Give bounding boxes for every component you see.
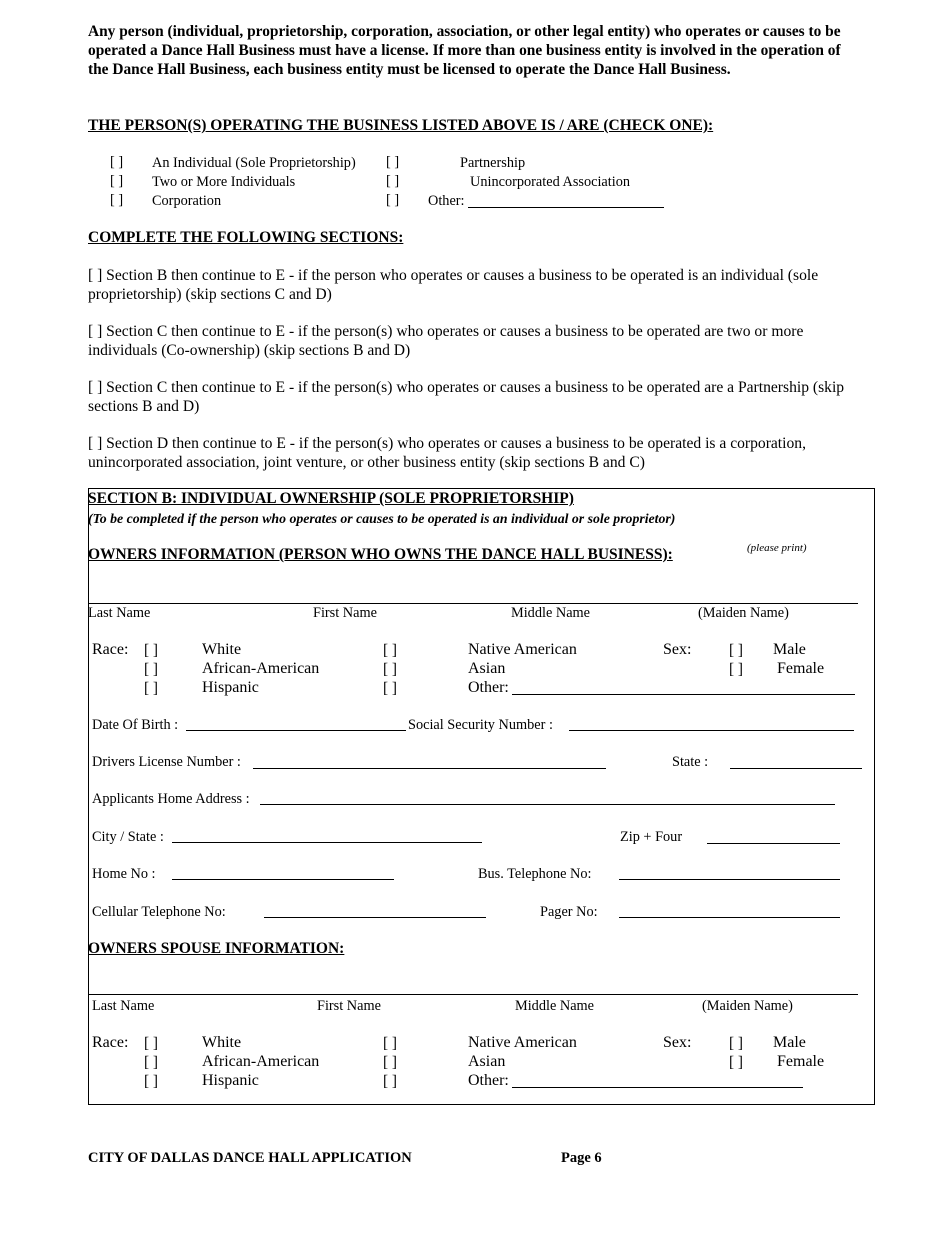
option-two-or-more-label: Two or More Individuals — [152, 174, 296, 190]
home-no-label: Home No : — [92, 866, 156, 882]
owner-checkbox-african-american[interactable]: [ ] — [144, 661, 159, 678]
footer-page-number: Page 6 — [561, 1150, 602, 1166]
zip-label: Zip + Four — [620, 829, 683, 845]
state-input-line[interactable] — [730, 768, 862, 769]
dob-label: Date Of Birth : — [92, 717, 179, 733]
owner-checkbox-female[interactable]: [ ] — [729, 661, 744, 678]
spouse-checkbox-female[interactable]: [ ] — [729, 1054, 744, 1071]
owner-sex-male: Male — [773, 641, 806, 658]
owner-race-other: Other: — [468, 679, 509, 696]
home-address-input-line[interactable] — [260, 804, 835, 805]
spouse-checkbox-male[interactable]: [ ] — [729, 1035, 744, 1052]
spouse-sex-male: Male — [773, 1034, 806, 1051]
state-label: State : — [672, 754, 709, 770]
city-state-input-line[interactable] — [172, 842, 482, 843]
option-partnership-label: Partnership — [460, 155, 526, 171]
instruction-section-c-partnership: [ ] Section C then continue to E - if the person(s) who operates or causes a business to be operated are a Partnership (skip sections B and D) — [88, 379, 845, 415]
home-address-label: Applicants Home Address : — [92, 791, 250, 807]
pager-input-line[interactable] — [619, 917, 840, 918]
owner-checkbox-asian[interactable]: [ ] — [383, 661, 398, 678]
owner-sex-female: Female — [777, 660, 825, 677]
checkbox-two-or-more[interactable]: [ ] — [110, 173, 124, 189]
owner-first-name-label: First Name — [313, 605, 377, 621]
spouse-checkbox-african-american[interactable]: [ ] — [144, 1054, 159, 1071]
owner-checkbox-hispanic[interactable]: [ ] — [144, 680, 159, 697]
instruction-section-b: [ ] Section B then continue to E - if the person who operates or causes a business to be operated is an individual (sole proprietorship) (skip sections C and D) — [88, 267, 819, 303]
spouse-race-label: Race: — [92, 1034, 129, 1051]
owner-checkbox-other-race[interactable]: [ ] — [383, 680, 398, 697]
city-state-label: City / State : — [92, 829, 164, 845]
owner-checkbox-male[interactable]: [ ] — [729, 642, 744, 659]
owner-checkbox-white[interactable]: [ ] — [144, 642, 159, 659]
cell-label: Cellular Telephone No: — [92, 904, 226, 920]
spouse-first-name-label: First Name — [317, 998, 381, 1014]
operators-heading: THE PERSON(S) OPERATING THE BUSINESS LISTED ABOVE IS / ARE (CHECK ONE): — [88, 117, 714, 134]
owner-race-hispanic: Hispanic — [202, 679, 259, 696]
section-b-subtitle: (To be completed if the person who operates or causes to be operated is an individual or sole proprietor) — [88, 511, 676, 526]
spouse-sex-female: Female — [777, 1053, 825, 1070]
owner-race-african-american: African-American — [202, 660, 320, 677]
spouse-race-native-american: Native American — [468, 1034, 577, 1051]
footer-title: CITY OF DALLAS DANCE HALL APPLICATION — [88, 1150, 412, 1166]
spouse-checkbox-native-american[interactable]: [ ] — [383, 1035, 398, 1052]
dob-input-line[interactable] — [186, 730, 406, 731]
option-corporation-label: Corporation — [152, 193, 222, 209]
spouse-last-name-label: Last Name — [92, 998, 155, 1014]
owner-last-name-label: Last Name — [88, 605, 151, 621]
ssn-label: Social Security Number : — [408, 717, 553, 733]
spouse-maiden-name-label: (Maiden Name) — [702, 998, 793, 1014]
spouse-middle-name-label: Middle Name — [515, 998, 595, 1014]
spouse-name-line[interactable] — [88, 994, 858, 995]
checkbox-unincorporated[interactable]: [ ] — [386, 173, 400, 189]
complete-heading: COMPLETE THE FOLLOWING SECTIONS: — [88, 229, 404, 246]
spouse-race-asian: Asian — [468, 1053, 506, 1070]
ssn-input-line[interactable] — [569, 730, 854, 731]
owner-race-white: White — [202, 641, 242, 658]
intro-paragraph: Any person (individual, proprietorship, corporation, association, or other legal entity) who operates or causes to be operated a Dance Hall Business must have a license. If more than one business entity is involved in the operation of the Dance Hall Business, each business entity must be licensed to operate the Dance Hall Business. — [88, 23, 841, 78]
owner-sex-label: Sex: — [663, 641, 692, 658]
owner-race-asian: Asian — [468, 660, 506, 677]
home-no-input-line[interactable] — [172, 879, 394, 880]
owner-middle-name-label: Middle Name — [511, 605, 591, 621]
spouse-checkbox-other-race[interactable]: [ ] — [383, 1073, 398, 1090]
spouse-checkbox-white[interactable]: [ ] — [144, 1035, 159, 1052]
owner-checkbox-native-american[interactable]: [ ] — [383, 642, 398, 659]
spouse-sex-label: Sex: — [663, 1034, 692, 1051]
spouse-race-white: White — [202, 1034, 242, 1051]
owner-maiden-name-label: (Maiden Name) — [698, 605, 789, 621]
option-individual-label: An Individual (Sole Proprietorship) — [152, 155, 356, 171]
spouse-other-race-line[interactable] — [512, 1087, 803, 1088]
spouse-heading: OWNERS SPOUSE INFORMATION: — [88, 940, 345, 957]
dl-label: Drivers License Number : — [92, 754, 241, 770]
option-other-label: Other: — [428, 193, 465, 209]
other-entity-line[interactable] — [468, 207, 664, 208]
owner-info-heading: OWNERS INFORMATION (PERSON WHO OWNS THE DANCE HALL BUSINESS): — [88, 546, 673, 563]
instruction-section-c-coownership: [ ] Section C then continue to E - if the person(s) who operates or causes a business to be operated are two or more individuals (Co-ownership) (skip sections B and D) — [88, 323, 804, 359]
dl-input-line[interactable] — [253, 768, 606, 769]
spouse-race-african-american: African-American — [202, 1053, 320, 1070]
checkbox-other[interactable]: [ ] — [386, 192, 400, 208]
owner-other-race-line[interactable] — [512, 694, 855, 695]
please-print-note: (please print) — [747, 542, 807, 554]
section-b-title: SECTION B: INDIVIDUAL OWNERSHIP (SOLE PROPRIETORSHIP) — [88, 490, 574, 507]
bus-phone-label: Bus. Telephone No: — [478, 866, 592, 882]
bus-phone-input-line[interactable] — [619, 879, 840, 880]
checkbox-corporation[interactable]: [ ] — [110, 192, 124, 208]
checkbox-individual[interactable]: [ ] — [110, 154, 124, 170]
spouse-race-other: Other: — [468, 1072, 509, 1089]
checkbox-partnership[interactable]: [ ] — [386, 154, 400, 170]
spouse-race-hispanic: Hispanic — [202, 1072, 259, 1089]
owner-name-line[interactable] — [88, 603, 858, 604]
spouse-checkbox-hispanic[interactable]: [ ] — [144, 1073, 159, 1090]
zip-input-line[interactable] — [707, 843, 840, 844]
pager-label: Pager No: — [540, 904, 598, 920]
cell-input-line[interactable] — [264, 917, 486, 918]
spouse-checkbox-asian[interactable]: [ ] — [383, 1054, 398, 1071]
option-unincorporated-label: Unincorporated Association — [470, 174, 631, 190]
owner-race-native-american: Native American — [468, 641, 577, 658]
owner-race-label: Race: — [92, 641, 129, 658]
instruction-section-d: [ ] Section D then continue to E - if the person(s) who operates or causes a business to be operated is a corporation, unincorporated association, joint venture, or other business entity (skip sections B and C) — [88, 435, 806, 471]
